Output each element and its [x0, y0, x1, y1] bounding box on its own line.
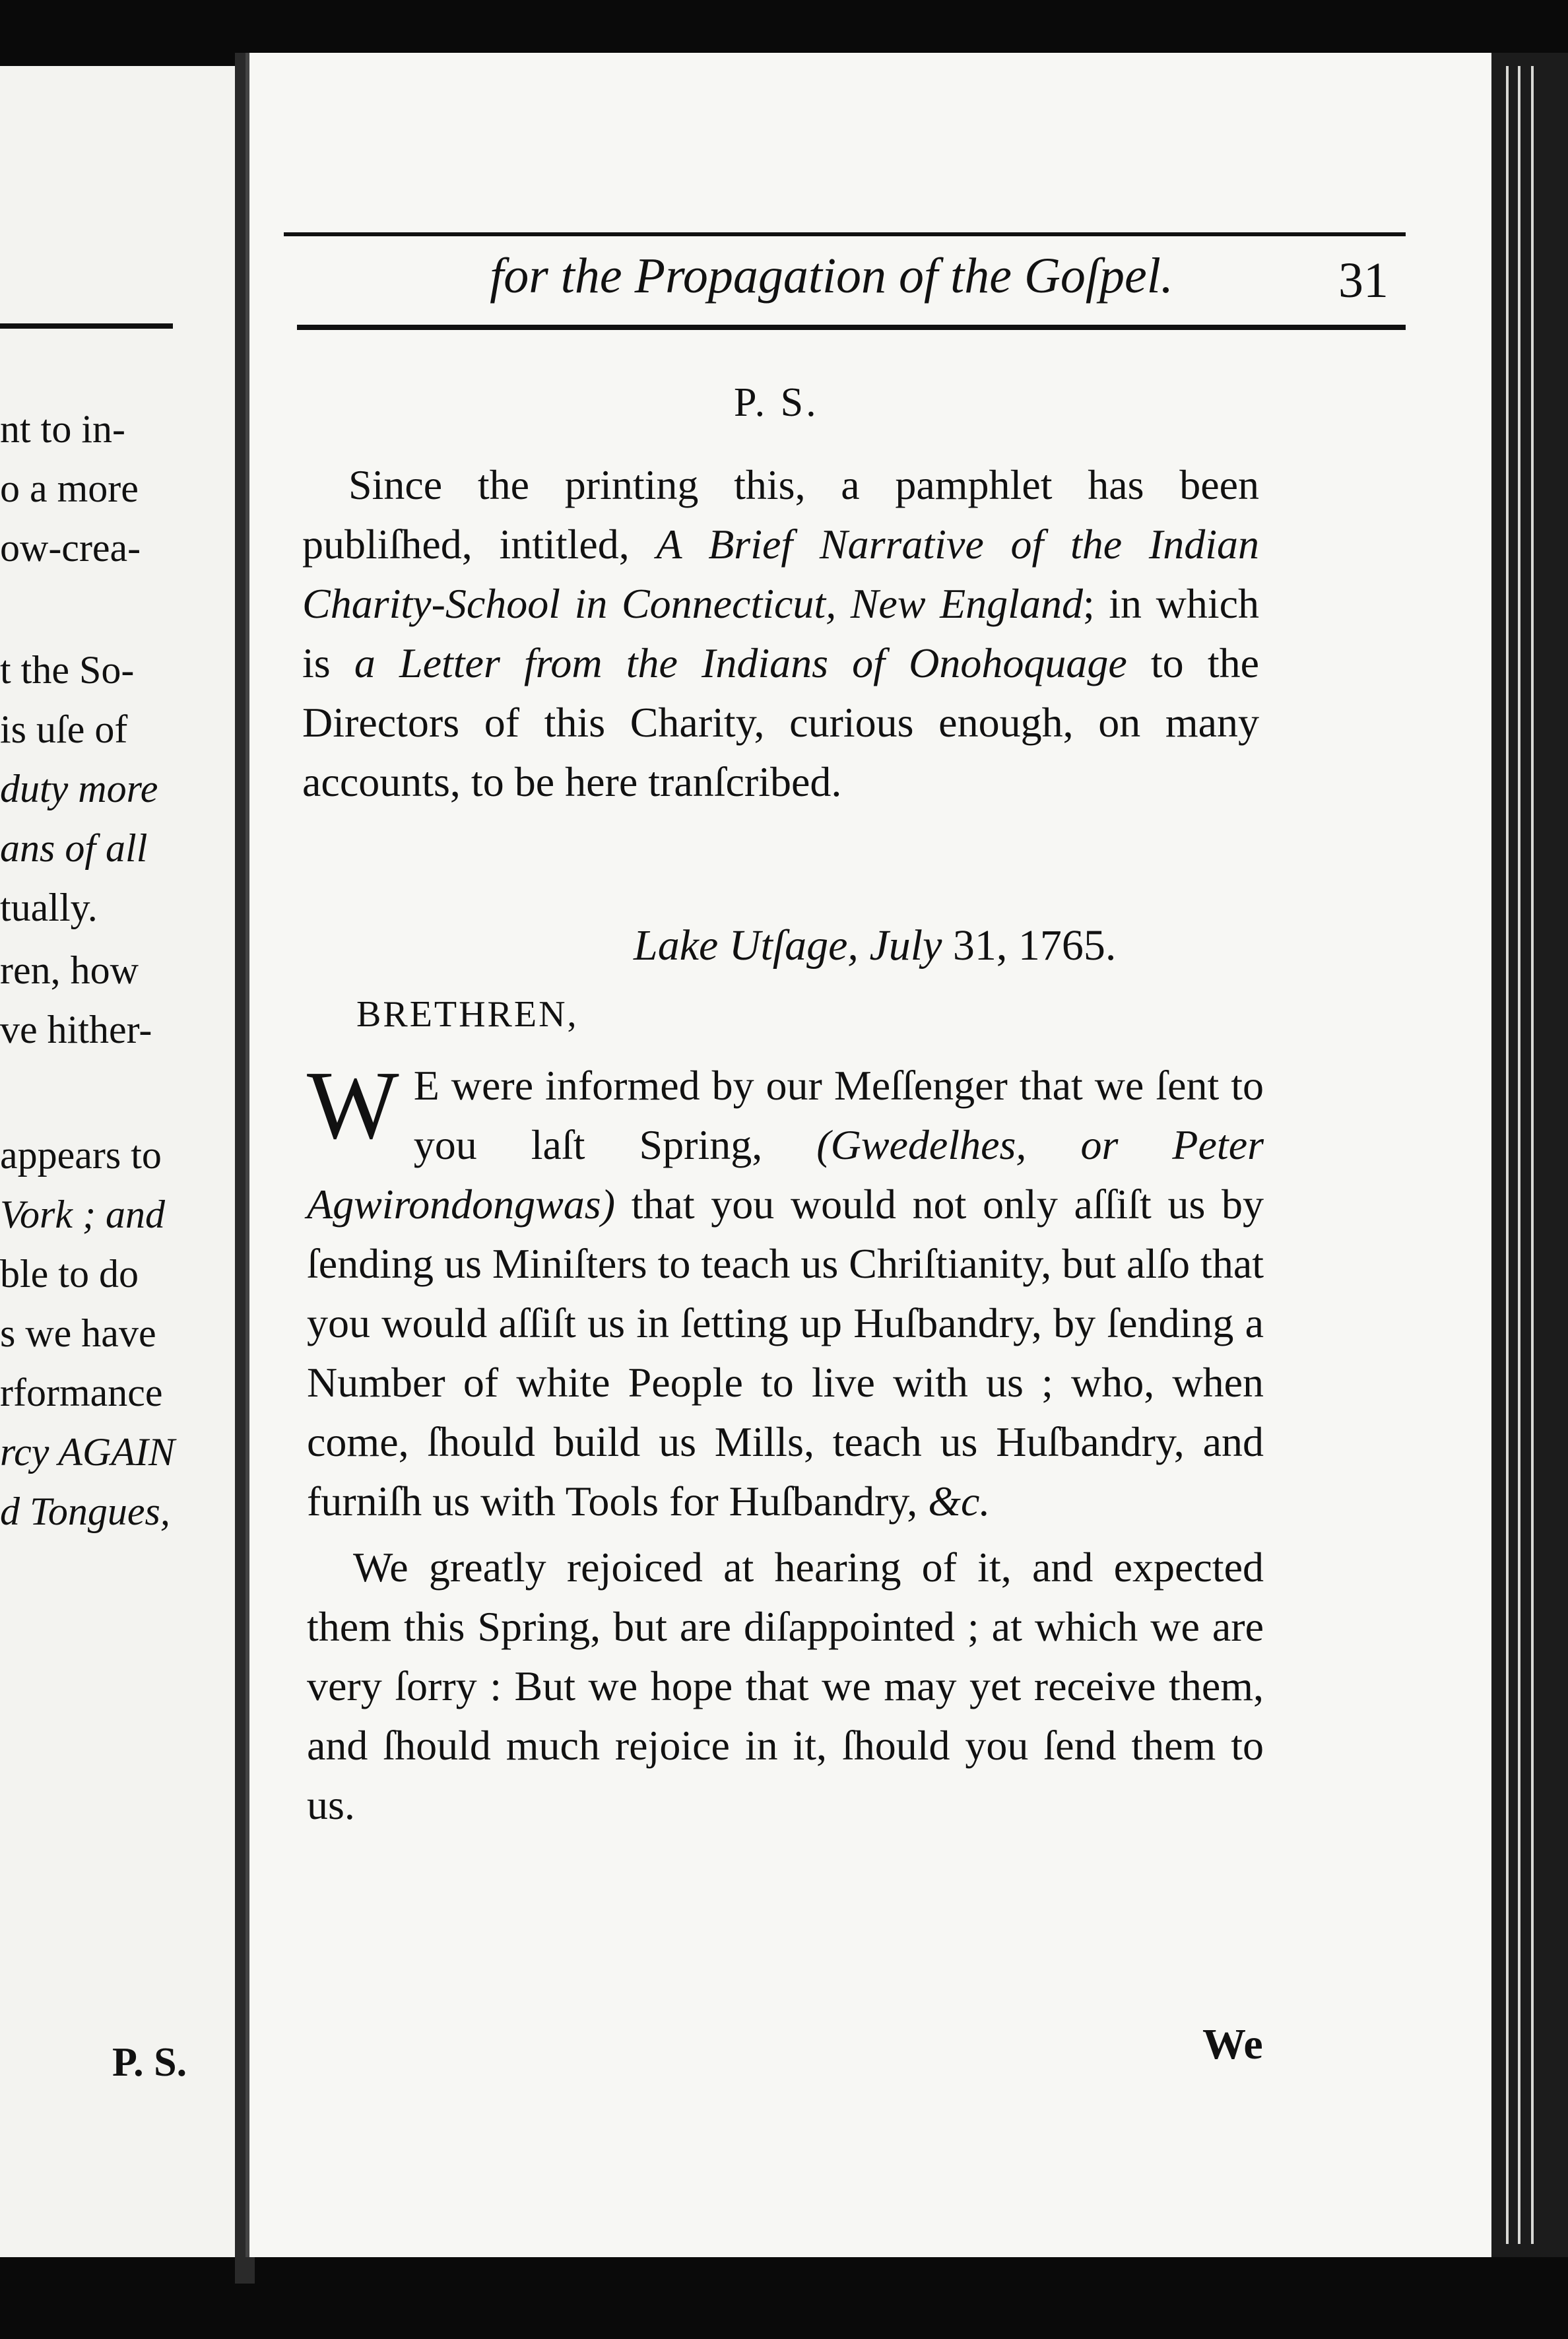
ps-heading: P. S.: [734, 380, 819, 425]
left-page-line: is uſe of: [0, 708, 128, 751]
left-page-line: ans of all: [0, 826, 148, 870]
left-page-line: nt to in-: [0, 407, 125, 451]
running-head: for the Propagation of the Goſpel.: [490, 248, 1173, 304]
left-page-line: rformance: [0, 1371, 163, 1414]
pamphlet-title: A Brief Narrative of the Indian Charity-School in Connecticut, New England: [302, 521, 1260, 627]
page-number: 31: [1338, 253, 1388, 308]
messenger-name: (Gwedelhes, or Peter Agwirondongwas): [307, 1121, 1264, 1228]
left-page-line: appears to: [0, 1133, 162, 1177]
left-page-line: ble to do: [0, 1252, 139, 1296]
dateline-month: July: [869, 921, 942, 970]
left-page-line: ren, how: [0, 948, 139, 992]
dateline: [634, 921, 1116, 971]
page-edge-strip: [1506, 66, 1509, 2244]
left-page-line: duty more: [0, 767, 158, 810]
left-page-line: o a more: [0, 467, 139, 510]
previous-page-fragment: [0, 66, 242, 2257]
page-edges: [1491, 53, 1568, 2257]
left-page-line: d Tongues,: [0, 1490, 170, 1533]
letter-reference: a Letter from the Indians of Onohoquage: [354, 640, 1127, 686]
catchword: We: [1202, 2020, 1263, 2068]
letter-p1-etc: &c.: [928, 1478, 991, 1525]
left-page-line: s we have: [0, 1311, 156, 1355]
left-header-rule: [0, 323, 173, 329]
intro-text-c: to the Directors of this Charity, curious enough, on many accounts, to be here tranſcribed.: [302, 640, 1260, 805]
intro-text-b: ; in which is: [302, 580, 1259, 686]
letter-body: [307, 1051, 1264, 1835]
letter-paragraph-1: [307, 1051, 1264, 1531]
left-page-line: ve hither-: [0, 1008, 152, 1051]
page-edge-strip: [1531, 66, 1534, 2244]
dateline-place: Lake Utſage,: [634, 921, 859, 970]
left-page-line: ow-crea-: [0, 526, 141, 570]
salutation: BRETHREN,: [356, 994, 579, 1035]
left-page-line: tually.: [0, 886, 98, 929]
intro-text-a: Since the printing this, a pamphlet has been publiſhed, intitled,: [302, 461, 1259, 568]
left-page-line: t the So-: [0, 648, 135, 692]
drop-cap: W: [307, 1051, 399, 1160]
letter-p1-text-a: E were informed by our Meſſenger that we ſent to you laſt Spring,: [413, 1062, 1264, 1168]
left-page-line: Vork ; and: [0, 1193, 165, 1236]
left-page-ps: P. S.: [112, 2040, 187, 2085]
dateline-date: 31, 1765.: [952, 921, 1117, 970]
header-rule-bottom: [297, 325, 1406, 330]
intro-paragraph: [302, 455, 1259, 812]
header-rule-top: [284, 232, 1406, 236]
intro-paragraph-block: [302, 455, 1259, 812]
letter-paragraph-2: We greatly rejoiced at hearing of it, and expected them this Spring, but are diſappointed ; at which we are very ſorry : But we hope that we may yet receive them, and ſhould much rejoice in it, ſhould you ſend them to us.: [307, 1544, 1264, 1828]
page-edge-strip: [1518, 66, 1520, 2244]
left-page-line: rcy AGAIN: [0, 1430, 175, 1474]
letter-p1-text-b: that you would not only aſſiſt us by ſending us Miniſters to teach us Chriſtianity, but alſo that you would aſſiſt us in ſetting up Huſbandry, by ſending a Number of white People to live with us ; who, when come, ſhould build us Mills, teach us Huſbandry, and furniſh us with Tools for Huſbandry,: [307, 1181, 1264, 1525]
